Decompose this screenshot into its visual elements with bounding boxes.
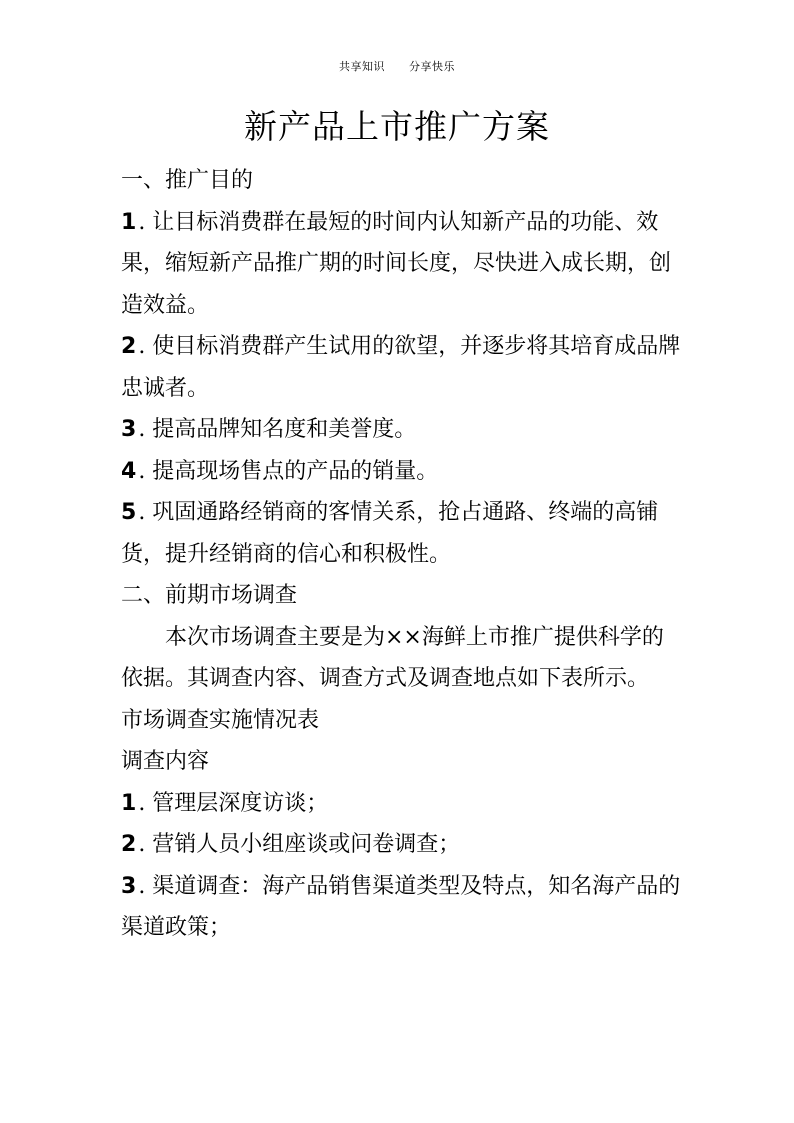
list-item-survey-2 bbox=[121, 824, 681, 866]
list-item-survey-1 bbox=[121, 783, 681, 825]
list-number: 1 bbox=[121, 790, 137, 816]
list-text: . 提高品牌知名度和美誉度。 bbox=[138, 417, 417, 442]
list-number: 2 bbox=[121, 832, 137, 857]
list-text: . 使目标消费群产生试用的欲望，并逐步将其培育成品牌忠诚者。 bbox=[121, 334, 681, 401]
list-text: . 渠道调查：海产品销售渠道类型及特点，知名海产品的渠道政策； bbox=[121, 873, 681, 940]
list-text: . 提高现场售点的产品的销量。 bbox=[138, 458, 439, 484]
list-item-goal-1 bbox=[121, 202, 681, 327]
section-heading-2: 二、前期市场调查 bbox=[121, 583, 298, 608]
list-number: 3 bbox=[121, 417, 137, 442]
list-item-goal-5 bbox=[121, 492, 681, 575]
list-text: . 让目标消费群在最短的时间内认知新产品的功能、效果，缩短新产品推广期的时间长度，尽快进入成长期，创造效益。 bbox=[121, 209, 672, 318]
header-left-text: 共享知识 bbox=[339, 60, 385, 73]
document-body bbox=[121, 160, 681, 949]
list-number: 4 bbox=[121, 458, 137, 484]
list-number: 3 bbox=[121, 873, 137, 899]
document-title: 新产品上市推广方案 bbox=[244, 107, 550, 146]
list-item-goal-2 bbox=[121, 326, 681, 409]
content-heading: 调查内容 bbox=[121, 749, 210, 774]
section-intro-paragraph: 本次市场调查主要是为××海鲜上市推广提供科学的依据。其调查内容、调查方式及调查地点如下表所示。 bbox=[121, 624, 664, 691]
list-number: 2 bbox=[121, 334, 137, 359]
list-text: . 营销人员小组座谈或问卷调查； bbox=[138, 832, 461, 857]
list-number: 5 bbox=[121, 500, 137, 525]
page-header bbox=[0, 58, 794, 74]
section-heading-1: 一、推广目的 bbox=[121, 168, 254, 193]
list-text: . 巩固通路经销商的客情关系，抢占通路、终端的高铺货，提升经销商的信心和积极性。 bbox=[121, 500, 659, 567]
header-right-text: 分享快乐 bbox=[409, 60, 455, 73]
list-item-survey-3 bbox=[121, 866, 681, 949]
list-item-goal-4 bbox=[121, 451, 681, 493]
list-number: 1 bbox=[121, 209, 137, 235]
list-item-goal-3 bbox=[121, 409, 681, 451]
list-text: . 管理层深度访谈； bbox=[138, 790, 329, 816]
table-title: 市场调查实施情况表 bbox=[121, 707, 320, 733]
